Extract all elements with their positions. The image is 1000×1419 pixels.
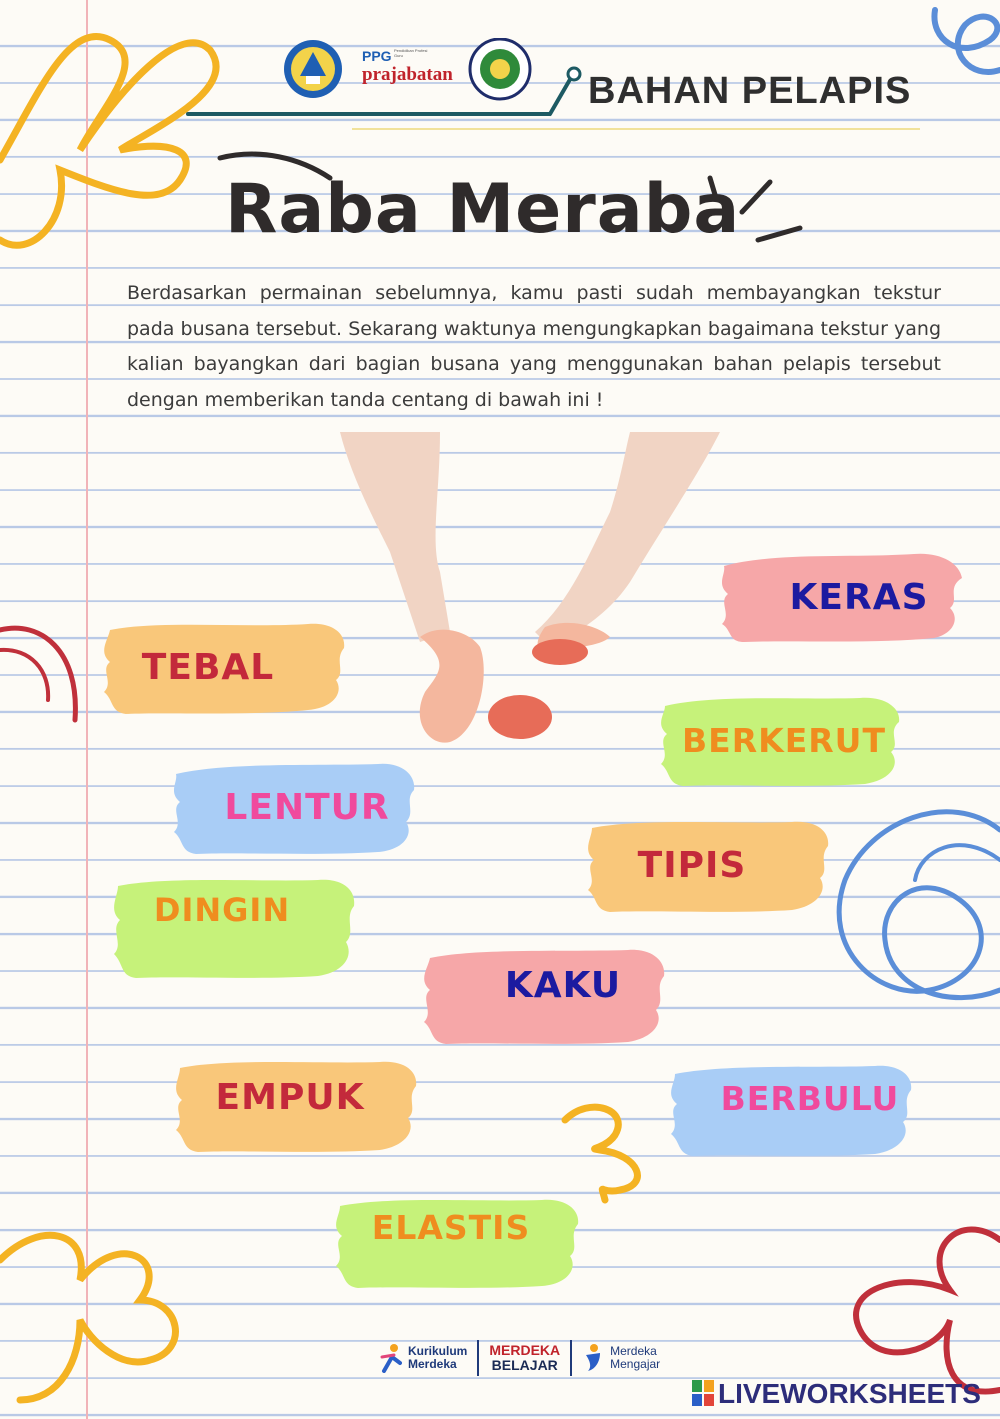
merdeka-belajar-logo [489, 1343, 560, 1373]
word-keras[interactable] [714, 548, 964, 646]
word-empuk[interactable] [170, 1054, 420, 1156]
blue-squiggle-top [934, 10, 1000, 72]
kurikulum-line1: Kurikulum [408, 1344, 468, 1358]
word-label: BERKERUT [682, 720, 886, 760]
university-logo [470, 39, 530, 99]
footer-separator [570, 1340, 572, 1376]
header-logos [282, 38, 542, 102]
word-berkerut[interactable] [655, 690, 903, 790]
word-dingin[interactable] [108, 872, 358, 982]
running-person-icon [380, 1343, 402, 1373]
page-title: Raba Meraba [225, 170, 741, 249]
yellow-three-doodle [565, 1107, 637, 1200]
header-rule [186, 112, 551, 116]
footer-separator [477, 1340, 479, 1376]
word-lentur[interactable] [168, 756, 418, 858]
kurikulum-line2: Merdeka [408, 1357, 457, 1371]
mengajar-line1: Merdeka [610, 1344, 657, 1358]
footer-logos [380, 1340, 660, 1376]
word-elastis[interactable] [330, 1192, 582, 1292]
teacher-icon [582, 1343, 604, 1373]
header-connector [540, 66, 590, 121]
liveworksheets-watermark [692, 1378, 981, 1410]
merdeka-belajar-line2: BELAJAR [491, 1357, 558, 1373]
word-label: ELASTIS [371, 1207, 531, 1247]
liveworksheets-logo-icon [692, 1380, 714, 1408]
word-berbulu[interactable] [665, 1058, 915, 1160]
word-label: BERBULU [720, 1078, 900, 1118]
word-label: TEBAL [141, 646, 275, 688]
header-underline [352, 128, 920, 130]
word-label: LENTUR [224, 786, 390, 828]
kurikulum-merdeka-logo [380, 1343, 467, 1373]
watermark-text: LIVEWORKSHEETS [718, 1378, 981, 1409]
yellow-flower-doodle [0, 37, 216, 246]
word-label: KAKU [504, 964, 622, 1006]
word-label: TIPIS [637, 844, 747, 886]
yellow-flower-bottom [0, 1235, 175, 1400]
mengajar-line2: Mengajar [610, 1357, 661, 1371]
ppg-logo-small: Pendidikan Profesi Guru [394, 48, 428, 58]
word-label: DINGIN [153, 891, 291, 929]
section-title: BAHAN PELAPIS [588, 70, 912, 112]
red-doodle-bottom [856, 1230, 1000, 1392]
merdeka-belajar-line1: MERDEKA [489, 1342, 561, 1358]
word-tipis[interactable] [582, 814, 832, 916]
word-tebal[interactable] [98, 616, 348, 718]
word-kaku[interactable] [418, 942, 668, 1048]
tut-wuri-handayani-logo [284, 40, 342, 98]
ppg-logo-text: PPG [362, 48, 392, 64]
intro-paragraph: Berdasarkan permainan sebelumnya, kamu pasti sudah membayangkan tekstur pada busana tersebut. Sekarang waktunya mengungkapkan bagaimana tekstur yang kalian bayangkan dari bagian busana yang menggunakan bahan pelapis tersebut dengan memberikan tanda centang di bawah ini ! [127, 282, 941, 411]
word-label: EMPUK [215, 1076, 365, 1118]
blue-swirl-doodle [839, 812, 1000, 998]
word-label: KERAS [789, 576, 929, 618]
prajabatan-logo-text: prajabatan [362, 64, 453, 85]
merdeka-mengajar-logo [582, 1343, 660, 1373]
